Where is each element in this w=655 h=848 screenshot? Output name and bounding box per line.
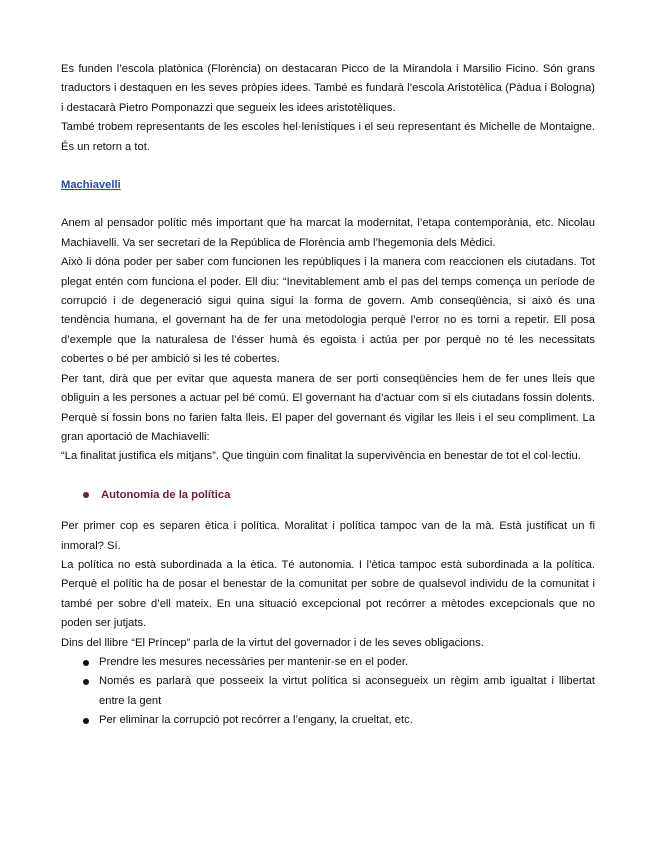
machiavelli-quote-paragraph: “La finalitat justifica els mitjans”. Que tinguin com finalitat la supervivència en benestar de tot el col·lectiu. (61, 450, 581, 463)
machiavelli-paragraph-1: Anem al pensador polític més important que ha marcat la modernitat, l’etapa contemporània, etc. Nicolau Machiavelli. Va ser secretari de la República de Florència amb l’hegemonia dels Mèdici. (61, 217, 595, 249)
bullet-icon (83, 660, 89, 666)
document-page (61, 60, 595, 731)
list-item-text: Per eliminar la corrupció pot recórrer a l’engany, la crueltat, etc. (99, 714, 413, 727)
list-item-text: Prendre les mesures necessàries per mantenir-se en el poder. (99, 655, 409, 668)
intro-paragraph-2: També trobem representants de les escoles hel·lenístiques i el seu representant és Michelle de Montaigne. És un retorn a tot. (61, 121, 595, 153)
bullet-icon (83, 492, 89, 498)
list-item (61, 711, 595, 730)
list-item (61, 653, 595, 672)
machiavelli-paragraph-2: Això li dóna poder per saber com funcionen les repúbliques i la manera com reaccionen els ciutadans. Tot plegat entén com funciona el poder. Ell diu: “Inevitablement amb el pas del temps comença un període de corrupció i de degeneració sigui quina sigui la forma de govern. Amb conseqüència, si això és una tendència humana, el governant ha de fer una metodologia perquè l’error no es torni a repetir. Ell posa d’exemple que la naturalesa de l’ésser humà és egoista i actúa per por perquè no té les necessitats cobertes o bé per ambició si les té cobertes. (61, 256, 595, 366)
autonomia-paragraph-3: Dins del llibre “El Príncep” parla de la virtut del governador i de les seves obligacions. (61, 636, 484, 649)
spacer (61, 195, 595, 214)
machiavelli-paragraph-3: Per tant, dirà que per evitar que aquesta manera de ser porti conseqüències hem de fer unes lleis que obliguin a les persones a actuar pel bé comú. El governant ha d’actuar com si els ciutadans fossin dolents. Perquè si fossin bons no farien falta lleis. El paper del governant és vigilar les lleis i el seu compliment. La gran aportació de Machiavelli: (61, 372, 595, 443)
spacer (61, 157, 595, 176)
autonomia-heading-text: Autonomia de la política (101, 488, 231, 501)
spacer (61, 505, 595, 517)
bullet-icon (83, 679, 89, 685)
bullet-icon (83, 718, 89, 724)
intro-paragraph-1: Es funden l’escola platònica (Florència) on destacaran Picco de la Mirandola i Marsilio Ficino. Són grans traductors i destaquen en les seves pròpies idees. També es fundarà l’escola Aristotèlica (Pàdua i Bologna) i destacarà Pietro Pomponazzi que segueix les idees aristotèliques. (61, 63, 595, 114)
list-item (61, 672, 595, 711)
autonomia-paragraph-1: Per primer cop es separen ètica i política. Moralitat i política tampoc van de la mà. Està justificat un fi inmoral? Sí. (61, 520, 595, 552)
spacer (61, 467, 595, 486)
machiavelli-heading-link[interactable]: Machiavelli (61, 179, 121, 192)
autonomia-paragraph-2: La política no està subordinada a la ètica. Té autonomia. I l’ètica tampoc està subordinada a la política. Perquè el polític ha de posar el benestar de la comunitat per sobre de qualsevol individu de la comunitat i també per sobre d’ell mateix. En una situació excepcional pot recórrer a mètodes excepcionals que no poden ser jutjats. (61, 558, 595, 630)
list-item-text: Només es parlarà que posseeix la virtut política si aconsegueix un règim amb igualtat i llibertat entre la gent (99, 675, 595, 707)
autonomia-heading (61, 486, 595, 505)
obligations-list (61, 653, 595, 731)
